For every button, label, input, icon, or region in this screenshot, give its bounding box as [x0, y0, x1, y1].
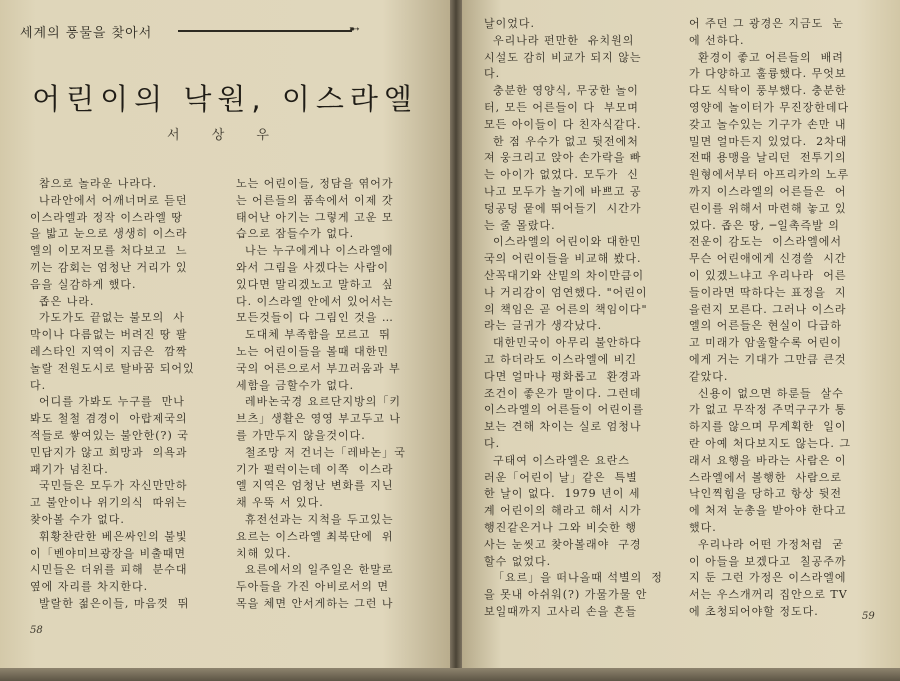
text-line: 시민들은 더위를 피해 분수대	[30, 563, 188, 577]
text-line: 스라엘에서 볼행한 사람으로	[689, 470, 843, 484]
text-line: 습으로 잠들수가 없다.	[236, 227, 355, 241]
text-line: 시설도 감히 비교가 되지 않는	[484, 50, 642, 64]
text-line: 봐도 철철 겸경이 아랍제국의	[30, 412, 188, 426]
text-line: 모든 아이들이 다 친자식같다.	[484, 117, 642, 131]
text-line: 사는 눈씻고 찾아볼래야 구경	[484, 537, 642, 551]
text-line: 엘 지역은 엄청난 변화를 지닌	[236, 479, 394, 493]
text-line: 「요르」을 떠나올때 석별의 정	[484, 571, 663, 585]
text-line: 치해 있다.	[236, 546, 292, 560]
text-line: 우리나라 어떤 가정처럼 굳	[689, 537, 844, 551]
text-line: 다.	[484, 67, 501, 81]
text-line: 전때 용맹을 날리던 전투기의	[689, 151, 847, 165]
text-line: 이스라엘의 어린이와 대한민	[484, 235, 642, 249]
text-line: 국의 어른으로서 부끄러움과 부	[236, 361, 401, 375]
text-line: 원형에서부터 아프리카의 노루	[689, 168, 850, 182]
text-line: 적들로 쌓여있는 불안한(?) 국	[30, 428, 189, 442]
text-line: 브츠」생활은 영영 부고두고 나	[236, 412, 402, 426]
text-line: 구태여 이스라엘은 요란스	[484, 453, 630, 467]
text-line: 지 둔 그런 가정은 이스라엘에	[689, 571, 847, 585]
left-column-1	[30, 176, 220, 613]
text-line: 다.	[484, 436, 501, 450]
text-line: 라는 글귀가 생각났다.	[484, 319, 603, 333]
text-line: 엘의 어른들은 현실이 다급하	[689, 319, 843, 333]
text-line: 조건이 좋은가 말이다. 그런데	[484, 386, 642, 400]
text-line: 에게 거는 기대가 그만큼 큰것	[689, 352, 847, 366]
text-line: 패기가 넘친다.	[30, 462, 109, 476]
text-line: 를 가만두지 않을것이다.	[236, 428, 366, 442]
text-line: 이「벤야미브광장을 비출때면	[30, 546, 187, 560]
text-line: 노는 어린이들, 정담을 엮어가	[236, 177, 394, 190]
text-line: 나 거리감이 엄연했다. "어린이	[484, 285, 648, 299]
text-line: 다. 이스라엘 안에서 있어서는	[236, 294, 394, 308]
text-line: 이스라엘의 어른들이 어린이를	[484, 403, 645, 417]
text-line: 산꼭대기와 산밑의 차이만큼이	[484, 268, 645, 282]
text-line: 나라안에서 어깨너머로 듣던	[30, 193, 188, 207]
text-line: 날이었다.	[484, 17, 536, 30]
text-line: 덩공덩 뭍에 뛰어들기 시간가	[484, 201, 642, 215]
text-line: 도대체 부족함을 모르고 뛰	[236, 328, 391, 342]
text-line: 철조망 저 건너는「레바논」국	[236, 445, 406, 459]
text-line: 이 있겠느냐고 우리나라 어른	[689, 268, 847, 282]
text-line: 요른에서의 일주일은 한말로	[236, 563, 394, 577]
text-line: 보는 견해 차이는 실로 엄청나	[484, 420, 642, 434]
text-line: 갖고 놀수있는 기구가 손만 내	[689, 117, 847, 131]
text-line: 찾아볼 수가 없다.	[30, 512, 125, 526]
text-line: 대한민국이 아무리 불안하다	[484, 336, 642, 350]
text-line: 엘의 이모저모를 처다보고 느	[30, 244, 188, 258]
text-line: 에 처져 눈총을 받아야 한다고	[689, 504, 847, 518]
text-line: 에 선하다.	[689, 33, 745, 47]
text-line: 있다면 말리겠노고 말하고 싶	[236, 277, 394, 291]
text-line: 휘황찬란한 베은싸인의 불빛	[30, 529, 188, 543]
text-line: 어 주던 그 광경은 지금도 눈	[689, 17, 844, 30]
page-number-right: 59	[862, 611, 875, 622]
text-line: 가 없고 무작정 주먹구구가 통	[689, 403, 847, 417]
text-line: 까지 이스라엘의 어른들은 어	[689, 184, 847, 198]
text-line: 옆에 자리를 차지한다.	[30, 580, 149, 594]
text-line: 휴전선과는 지척을 두고있는	[236, 512, 394, 526]
text-line: 한 점 우수가 없고 뒷전에처	[484, 134, 639, 148]
text-line: 무슨 어린애에게 신경쓸 시간	[689, 252, 847, 266]
text-line: 행진같은거나 그와 비슷한 행	[484, 520, 638, 534]
text-line: 와서 그림을 사겠다는 사람이	[236, 260, 390, 274]
text-line: 린이를 위해서 마련해 놓고 있	[689, 201, 847, 215]
text-line: 같았다.	[689, 369, 729, 383]
text-line: 서는 우스개꺼리 집안으로 TV	[689, 588, 848, 602]
text-line: 었다. 좁은 땅, ─일촉즉발 의	[689, 218, 840, 232]
text-line: 낙인찍힘을 당하고 항상 뒷전	[689, 487, 843, 501]
text-line: 을런지 모른다. 그러나 이스라	[689, 302, 847, 316]
text-line: 가 다양하고 훌륭했다. 무엇보	[689, 67, 847, 81]
text-line: 이 아들을 보겠다고 칠공주까	[689, 554, 847, 568]
text-line: 을 못내 아쉬워(?) 가물가물 안	[484, 588, 648, 602]
text-line: 이스라엘과 정작 이스라엘 땅	[30, 210, 184, 224]
text-line: 전운이 감도는 이스라엘에서	[689, 235, 843, 249]
text-line: 고 미래가 암울할수록 어린이	[689, 336, 843, 350]
right-column-2	[689, 16, 873, 621]
series-label: 세계의 풍물을 찾아서	[20, 26, 153, 41]
text-line: 을 밟고 눈으로 생생히 이스라	[30, 227, 188, 241]
text-line: 는 어른들의 품속에서 이제 갓	[236, 193, 394, 207]
text-line: 음을 실감하게 했다.	[30, 277, 137, 291]
text-line: 보일때까지 고사리 손을 흔들	[484, 604, 638, 618]
left-page	[0, 0, 450, 668]
text-line: 환경이 좋고 어른들의 배려	[689, 50, 844, 64]
text-line: 우리나라 펀만한 유치원의	[484, 33, 635, 47]
book-bottom-edge	[0, 668, 900, 681]
text-line: 좁은 나라.	[30, 294, 95, 308]
page-number-left: 58	[30, 625, 43, 636]
text-line: 들이라면 딱하다는 표정을 지	[689, 285, 847, 299]
text-line: 는 줄 몰랐다.	[484, 218, 556, 232]
text-line: 져 웅크리고 앉아 손가락을 빠	[484, 151, 642, 165]
text-line: 레스타인 지역이 지금은 깜짝	[30, 344, 188, 358]
text-line: 레바논국경 요르단지방의「키	[236, 395, 402, 409]
text-line: 밀면 얼마든지 있었다. 2차대	[689, 134, 848, 148]
text-line: 고 불안이나 위기의식 따위는	[30, 496, 188, 510]
text-line: 했다.	[689, 520, 717, 534]
text-line: 한 날이 없다. 1979 년이 세	[484, 487, 641, 501]
text-line: 계 어린이의 해라고 해서 시가	[484, 504, 642, 518]
arrow-icon: ➸	[349, 22, 360, 37]
text-line: 국민들은 모두가 자신만만하	[30, 479, 188, 493]
text-line: 다도 식탁이 풍부했다. 충분한	[689, 84, 847, 98]
text-line: 노는 어린이들을 볼때 대한민	[236, 344, 390, 358]
text-line: 란 아예 처다보지도 않는다. 그	[689, 436, 851, 450]
text-line: 신용이 없으면 하룬들 살수	[689, 386, 844, 400]
text-line: 발랄한 젊은이들, 마음껏 뛰	[30, 596, 190, 610]
text-line: 모든것들이 다 그림인 것을 …	[236, 311, 394, 325]
text-line: 래서 요행을 바라는 사람은 이	[689, 453, 847, 467]
text-line: 는 아이가 없었다. 모두가 신	[484, 168, 639, 182]
author-byline: 서 상 우	[167, 128, 283, 143]
text-line: 에 초청되어야할 정도다.	[689, 604, 819, 618]
text-line: 놀랄 전원도시로 탈바꿈 되어있	[30, 361, 195, 375]
text-line: 막이나 다름없는 버려진 땅 팔	[30, 328, 188, 342]
text-line: 의 책임은 곧 어른의 책임이다"	[484, 302, 648, 316]
text-line: 영양에 놀이터가 무진장한데다	[689, 100, 850, 114]
text-line: 할수 없었다.	[484, 554, 552, 568]
text-line: 어디를 가봐도 누구를 만나	[30, 395, 185, 409]
series-rule	[178, 30, 352, 32]
text-line: 목을 체면 안서게하는 그런 나	[236, 596, 394, 610]
left-column-2	[236, 176, 431, 613]
article-title: 어린이의 낙원, 이스라엘	[32, 82, 418, 117]
text-line: 나고 모두가 놀기에 바쁘고 공	[484, 184, 642, 198]
text-line: 태어난 아기는 그렇게 고운 모	[236, 210, 394, 224]
text-line: 요르는 이스라엘 최북단에 위	[236, 529, 394, 543]
text-line: 터, 모든 어른들이 다 부모며	[484, 100, 639, 114]
text-line: 끼는 감회는 엄청난 거리가 있	[30, 260, 188, 274]
text-line: 다면 얼마나 평화롭고 환경과	[484, 369, 642, 383]
text-line: 두아들을 가진 아비로서의 면	[236, 580, 390, 594]
binding-gutter	[450, 0, 462, 681]
text-line: 기가 펄럭이는데 이쪽 이스라	[236, 462, 394, 476]
text-line: 하지를 않으며 무계획한 일이	[689, 420, 847, 434]
text-line: 충분한 영양식, 무궁한 놀이	[484, 84, 639, 98]
text-line: 러운「어린이 날」같은 특별	[484, 470, 638, 484]
text-line: 세함을 금할수가 없다.	[236, 378, 355, 392]
text-line: 민답지가 않고 희망과 의욕과	[30, 445, 188, 459]
text-line: 채 우뚝 서 있다.	[236, 496, 324, 510]
text-line: 나는 누구에게나 이스라엘에	[236, 244, 394, 258]
text-line: 다.	[30, 378, 47, 392]
text-line: 국의 어린이들을 비교해 봤다.	[484, 252, 642, 266]
text-line: 참으로 놀라운 나라다.	[30, 177, 158, 190]
right-column-1	[484, 16, 672, 621]
text-line: 가도가도 끝없는 불모의 사	[30, 311, 185, 325]
text-line: 고 하더라도 이스라엘에 비긴	[484, 352, 638, 366]
